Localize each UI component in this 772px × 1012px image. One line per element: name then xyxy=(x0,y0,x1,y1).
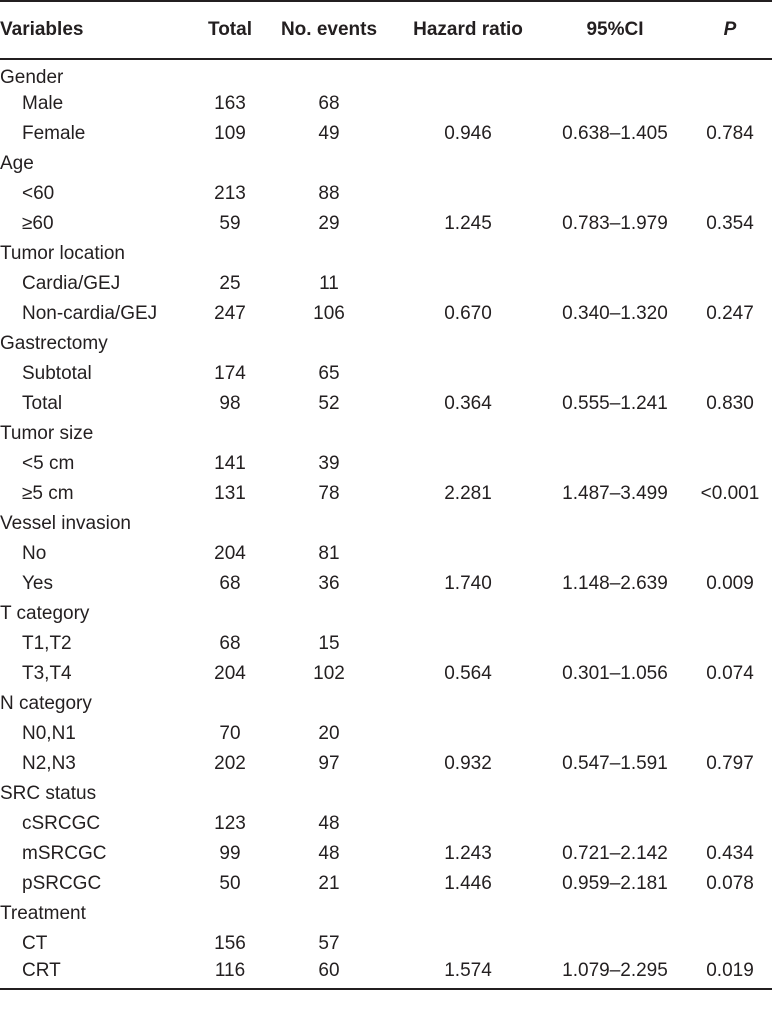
cell-variable: Total xyxy=(22,393,63,414)
cell-ci xyxy=(542,809,688,839)
cell-p-value: 0.247 xyxy=(706,303,754,324)
cell-ci xyxy=(542,929,688,959)
cell-variable: Female xyxy=(22,123,86,144)
cell-total: 213 xyxy=(214,183,246,204)
table-body xyxy=(0,59,772,989)
cell-p-value xyxy=(688,539,772,569)
cell-hazard-ratio: 1.740 xyxy=(444,573,492,594)
cell-variable: Treatment xyxy=(0,903,86,924)
cell-ci xyxy=(542,599,688,629)
cell-hazard-ratio xyxy=(394,89,542,119)
cell-hazard-ratio xyxy=(394,779,542,809)
cell-ci: 0.555–1.241 xyxy=(562,393,668,414)
cell-variable: pSRCGC xyxy=(22,873,102,894)
table-row xyxy=(0,929,772,959)
table-header xyxy=(0,1,772,59)
cell-variable: T category xyxy=(0,603,90,624)
table-row xyxy=(0,809,772,839)
cell-p-value: 0.354 xyxy=(706,213,754,234)
cell-p-value: 0.434 xyxy=(706,843,754,864)
cell-total xyxy=(196,599,264,629)
cell-events: 106 xyxy=(313,303,345,324)
table-row xyxy=(0,209,772,239)
cell-p-value xyxy=(688,149,772,179)
cell-hazard-ratio xyxy=(394,509,542,539)
cell-ci: 0.638–1.405 xyxy=(562,123,668,144)
cell-variable: <60 xyxy=(22,183,55,204)
cell-p-value xyxy=(688,329,772,359)
cell-p-value: 0.074 xyxy=(706,663,754,684)
group-header-row xyxy=(0,149,772,179)
cell-total: 68 xyxy=(219,573,241,594)
cell-total xyxy=(196,239,264,269)
cell-p-value: 0.019 xyxy=(688,959,772,989)
cell-total: 68 xyxy=(219,633,241,654)
cell-hazard-ratio xyxy=(394,179,542,209)
cell-total: 116 xyxy=(196,959,264,989)
cell-p-value xyxy=(688,779,772,809)
cell-events: 29 xyxy=(318,213,340,234)
table-row xyxy=(0,539,772,569)
cell-hazard-ratio xyxy=(394,689,542,719)
cell-p-value xyxy=(688,629,772,659)
cell-hazard-ratio xyxy=(394,899,542,929)
cell-variable: Yes xyxy=(22,573,53,594)
cell-hazard-ratio: 1.243 xyxy=(444,843,492,864)
cell-events: 48 xyxy=(318,813,340,834)
cell-events: 78 xyxy=(318,483,340,504)
header-ci: 95%CI xyxy=(542,1,688,59)
cell-events xyxy=(264,149,394,179)
cell-ci: 1.079–2.295 xyxy=(542,959,688,989)
cell-events xyxy=(264,509,394,539)
cell-hazard-ratio xyxy=(394,269,542,299)
cell-ci xyxy=(542,329,688,359)
cell-ci xyxy=(542,779,688,809)
cell-hazard-ratio xyxy=(394,449,542,479)
cell-total xyxy=(196,149,264,179)
cell-events: 88 xyxy=(318,183,340,204)
cell-p-value xyxy=(688,899,772,929)
cell-hazard-ratio: 1.574 xyxy=(394,959,542,989)
cell-ci: 0.721–2.142 xyxy=(562,843,668,864)
cell-total: 141 xyxy=(214,453,246,474)
cell-hazard-ratio xyxy=(394,719,542,749)
cell-ci xyxy=(542,59,688,89)
cell-variable: N0,N1 xyxy=(22,723,76,744)
table-row xyxy=(0,449,772,479)
table-row xyxy=(0,269,772,299)
header-events: No. events xyxy=(264,1,394,59)
cell-ci xyxy=(542,179,688,209)
cell-p-value xyxy=(688,719,772,749)
cell-ci xyxy=(542,509,688,539)
cell-hazard-ratio: 1.446 xyxy=(444,873,492,894)
cell-hazard-ratio xyxy=(394,419,542,449)
cell-events: 39 xyxy=(318,453,340,474)
cell-hazard-ratio: 1.245 xyxy=(444,213,492,234)
cell-ci xyxy=(542,539,688,569)
cell-p-value: 0.797 xyxy=(706,753,754,774)
cell-events: 65 xyxy=(318,363,340,384)
header-p-value: P xyxy=(688,1,772,59)
cell-events xyxy=(264,329,394,359)
cell-p-value xyxy=(688,689,772,719)
table-row xyxy=(0,749,772,779)
header-row xyxy=(0,1,772,59)
cell-total: 163 xyxy=(214,93,246,114)
cell-hazard-ratio: 0.946 xyxy=(444,123,492,144)
cell-total xyxy=(196,509,264,539)
cell-total: 59 xyxy=(219,213,241,234)
cell-total: 156 xyxy=(214,933,246,954)
cell-p-value: <0.001 xyxy=(700,483,760,504)
group-header-row xyxy=(0,599,772,629)
cell-hazard-ratio xyxy=(394,149,542,179)
cell-variable: <5 cm xyxy=(22,453,75,474)
cell-variable: N category xyxy=(0,693,92,714)
cell-hazard-ratio xyxy=(394,359,542,389)
cell-variable: T3,T4 xyxy=(22,663,72,684)
cell-p-value xyxy=(688,929,772,959)
cell-events: 48 xyxy=(318,843,340,864)
cell-hazard-ratio xyxy=(394,599,542,629)
cell-variable: Subtotal xyxy=(22,363,92,384)
cell-p-value: 0.078 xyxy=(706,873,754,894)
cell-total: 202 xyxy=(214,753,246,774)
cell-p-value xyxy=(688,269,772,299)
header-total: Total xyxy=(196,1,264,59)
cell-total: 109 xyxy=(214,123,246,144)
header-hazard-ratio: Hazard ratio xyxy=(394,1,542,59)
cell-hazard-ratio: 0.932 xyxy=(444,753,492,774)
cell-events: 49 xyxy=(318,123,340,144)
cell-p-value xyxy=(688,89,772,119)
cell-variable: CRT xyxy=(0,959,196,989)
group-header-row xyxy=(0,329,772,359)
cell-p-value xyxy=(688,599,772,629)
table-row xyxy=(0,569,772,599)
cell-total xyxy=(196,899,264,929)
table-row xyxy=(0,89,772,119)
cell-total: 131 xyxy=(214,483,246,504)
cell-ci xyxy=(542,719,688,749)
cell-total: 99 xyxy=(219,843,241,864)
table-row xyxy=(0,719,772,749)
cell-total: 70 xyxy=(219,723,241,744)
cell-ci: 0.959–2.181 xyxy=(562,873,668,894)
cell-variable: No xyxy=(22,543,47,564)
group-header-row xyxy=(0,59,772,89)
cell-events xyxy=(264,779,394,809)
table-row xyxy=(0,959,772,989)
cell-ci xyxy=(542,689,688,719)
group-header-row xyxy=(0,779,772,809)
cell-p-value xyxy=(688,239,772,269)
cell-hazard-ratio xyxy=(394,929,542,959)
cell-total: 204 xyxy=(214,543,246,564)
cell-ci: 1.487–3.499 xyxy=(562,483,668,504)
cell-events xyxy=(264,689,394,719)
cell-p-value xyxy=(688,59,772,89)
group-header-row xyxy=(0,239,772,269)
cell-p-value xyxy=(688,809,772,839)
cell-ci: 0.783–1.979 xyxy=(562,213,668,234)
cell-hazard-ratio xyxy=(394,59,542,89)
cell-variable: Male xyxy=(22,93,64,114)
table-row xyxy=(0,479,772,509)
cell-ci xyxy=(542,149,688,179)
cell-total xyxy=(196,779,264,809)
cell-hazard-ratio: 2.281 xyxy=(444,483,492,504)
cell-p-value xyxy=(688,509,772,539)
cell-events: 97 xyxy=(318,753,340,774)
cell-ci xyxy=(542,269,688,299)
cell-events: 60 xyxy=(264,959,394,989)
cell-variable: T1,T2 xyxy=(22,633,72,654)
cell-total: 25 xyxy=(219,273,241,294)
cell-ci xyxy=(542,359,688,389)
cell-total: 174 xyxy=(214,363,246,384)
cell-events: 57 xyxy=(318,933,340,954)
cell-ci: 0.301–1.056 xyxy=(562,663,668,684)
cell-events: 21 xyxy=(318,873,340,894)
table-row xyxy=(0,119,772,149)
cell-events: 20 xyxy=(318,723,340,744)
group-header-row xyxy=(0,419,772,449)
cell-variable: mSRCGC xyxy=(22,843,107,864)
cell-ci: 0.547–1.591 xyxy=(562,753,668,774)
cell-variable: Gastrectomy xyxy=(0,333,108,354)
header-variables: Variables xyxy=(0,1,196,59)
cell-variable: Cardia/GEJ xyxy=(22,273,121,294)
cell-p-value xyxy=(688,449,772,479)
cell-events xyxy=(264,419,394,449)
cell-hazard-ratio xyxy=(394,239,542,269)
cell-total xyxy=(196,689,264,719)
cell-events: 11 xyxy=(319,273,339,294)
cell-ci xyxy=(542,239,688,269)
cell-hazard-ratio xyxy=(394,539,542,569)
cell-events xyxy=(264,599,394,629)
cell-ci: 0.340–1.320 xyxy=(562,303,668,324)
cell-total: 247 xyxy=(214,303,246,324)
group-header-row xyxy=(0,689,772,719)
cell-ci xyxy=(542,449,688,479)
cell-p-value xyxy=(688,419,772,449)
cell-variable: Tumor location xyxy=(0,243,125,264)
cell-total xyxy=(196,329,264,359)
cell-variable: ≥60 xyxy=(22,213,54,234)
cell-hazard-ratio: 0.670 xyxy=(444,303,492,324)
table-row xyxy=(0,299,772,329)
cell-hazard-ratio xyxy=(394,329,542,359)
cell-variable: Non-cardia/GEJ xyxy=(22,303,158,324)
cell-events xyxy=(264,59,394,89)
table-row xyxy=(0,869,772,899)
cell-variable: Age xyxy=(0,153,34,174)
cell-p-value: 0.830 xyxy=(706,393,754,414)
cell-ci xyxy=(542,629,688,659)
cell-p-value: 0.009 xyxy=(706,573,754,594)
table-row xyxy=(0,389,772,419)
cell-hazard-ratio xyxy=(394,629,542,659)
cell-variable: Tumor size xyxy=(0,423,94,444)
table-row xyxy=(0,629,772,659)
cell-hazard-ratio: 0.564 xyxy=(444,663,492,684)
cell-p-value xyxy=(688,179,772,209)
table-row xyxy=(0,659,772,689)
cell-variable: Vessel invasion xyxy=(0,513,131,534)
cell-hazard-ratio: 0.364 xyxy=(444,393,492,414)
cell-p-value: 0.784 xyxy=(706,123,754,144)
cell-total: 123 xyxy=(214,813,246,834)
cell-total: 98 xyxy=(219,393,241,414)
cell-variable: SRC status xyxy=(0,783,97,804)
table-row xyxy=(0,359,772,389)
cell-events xyxy=(264,899,394,929)
cell-variable: CT xyxy=(22,933,48,954)
cell-variable: ≥5 cm xyxy=(22,483,74,504)
cell-events: 81 xyxy=(318,543,340,564)
cell-variable: cSRCGC xyxy=(22,813,101,834)
cell-total xyxy=(196,59,264,89)
cell-variable: N2,N3 xyxy=(22,753,76,774)
cell-total xyxy=(196,419,264,449)
cell-total: 204 xyxy=(214,663,246,684)
table-row xyxy=(0,179,772,209)
cell-events: 102 xyxy=(313,663,345,684)
cell-variable: Gender xyxy=(0,66,64,88)
cell-ci: 1.148–2.639 xyxy=(562,573,668,594)
table-row xyxy=(0,839,772,869)
group-header-row xyxy=(0,509,772,539)
cell-events: 15 xyxy=(318,633,340,654)
cell-hazard-ratio xyxy=(394,809,542,839)
cell-events: 68 xyxy=(318,93,340,114)
cell-ci xyxy=(542,419,688,449)
cell-events: 36 xyxy=(318,573,340,594)
cell-total: 50 xyxy=(219,873,241,894)
cell-ci xyxy=(542,899,688,929)
cell-p-value xyxy=(688,359,772,389)
cell-events: 52 xyxy=(318,393,340,414)
cell-events xyxy=(264,239,394,269)
group-header-row xyxy=(0,899,772,929)
cell-ci xyxy=(542,89,688,119)
